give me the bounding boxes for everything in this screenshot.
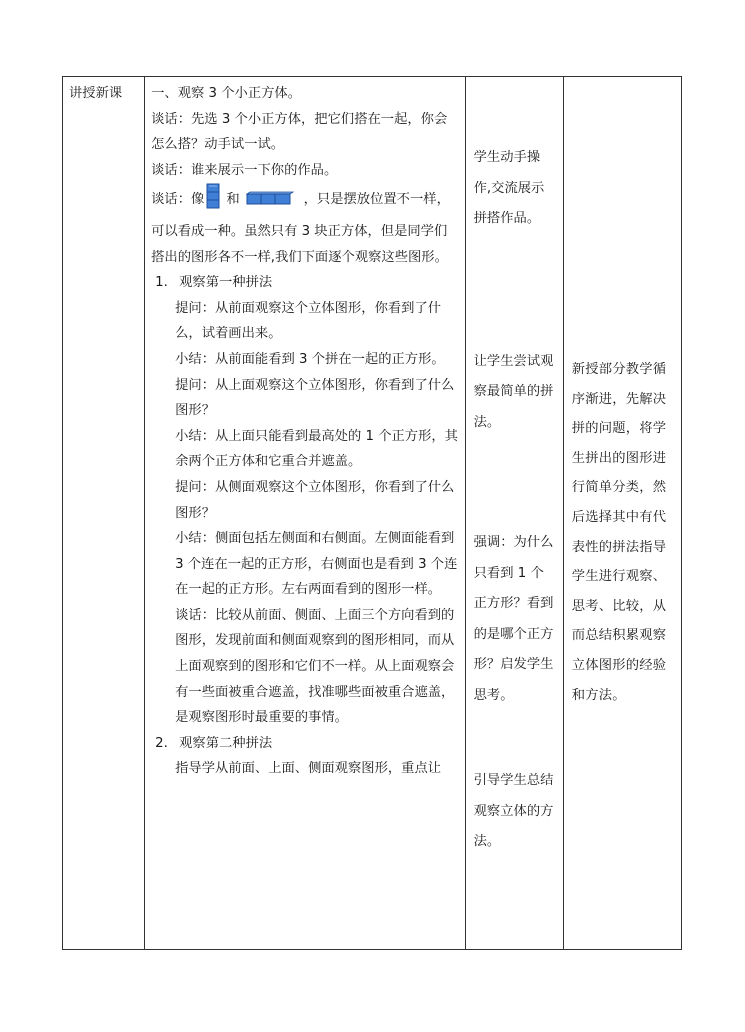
student-activity-4: 引导学生总结观察立体的方法。 [473,773,554,849]
section-label: 讲授新课 [69,86,123,101]
vertical-cubes-icon [206,183,220,219]
horizontal-cubes-icon [244,189,294,215]
item-2-text: 指导学从前面、上面、侧面观察图形，重点让 [175,761,442,777]
comparison-talk: 谈话：比较从前面、侧面、上面三个方向看到的图形，发现前面和侧面观察到的图形相同，而从上面观察到的图形和它们不一样。从上面观察会有一些面被重合遮盖，找准哪些面被重合遮盖，是观察图形时最重要的事情。 [175,607,455,726]
summary-front: 小结：从前面能看到 3 个拼在一起的正方形。 [175,351,445,367]
student-activity-2: 让学生尝试观察最简单的拼法。 [473,353,554,430]
question-top: 提问：从上面观察这个立体图形，你看到了什么图形？ [175,377,455,419]
content-talk-1: 谈话：先选 3 个小正方体，把它们搭在一起，你会怎么搭？动手试一试。 [151,111,448,153]
lesson-plan-table [62,76,682,950]
talk-3-suffix: ，只是摆放位置不一样，可以看成一种。虽然只有 3 块正方体，但是同学们搭出的图形各不一样,我们下面逐个观察这些图形。 [151,192,450,265]
item-1-title-text: 观察第一种拼法 [179,275,273,291]
section-label-cell [63,77,145,950]
table-row [63,77,682,950]
talk-3-prefix: 谈话：像 [151,192,205,208]
summary-top: 小结：从上面只能看到最高处的 1 个正方形，其余两个正方体和它重合并遮盖。 [175,428,458,470]
student-activity-1: 学生动手操作,交流展示拼搭作品。 [473,150,545,226]
question-side: 提问：从侧面观察这个立体图形，你看到了什么图形？ [175,479,455,521]
item-1-title [151,270,459,296]
talk-3-and: 和 [226,192,240,208]
content-talk-2: 谈话：谁来展示一下你的作品。 [151,162,338,178]
item-2-number: 2. [155,735,168,751]
teaching-content-cell [145,77,466,950]
student-activity-3: 强调：为什么只看到 1 个正方形？看到的是哪个正方形？启发学生思考。 [473,535,554,703]
design-intent-text: 新授部分教学循序渐进，先解决拼的问题，将学生拼出的图形进行简单分类，然后选择其中有代表性的拼法指导学生进行观察、思考、比较，从而总结积累观察立体图形的经验和方法。 [571,362,667,703]
item-1-number: 1. [155,275,168,291]
design-intent-cell [563,77,681,950]
summary-side: 小结：侧面包括左侧面和右侧面。左侧面能看到 3 个连在一起的正方形，右侧面也是看到 3 个连在一起的正方形。左右两面看到的图形一样。 [175,531,458,598]
content-heading: 一、观察 3 个小正方体。 [151,86,302,101]
content-talk-3 [151,183,459,270]
student-activity-cell [465,77,563,950]
question-front: 提问：从前面观察这个立体图形，你看到了什么，试着画出来。 [175,300,442,342]
item-2-title [151,731,459,757]
item-2-title-text: 观察第二种拼法 [179,735,273,751]
